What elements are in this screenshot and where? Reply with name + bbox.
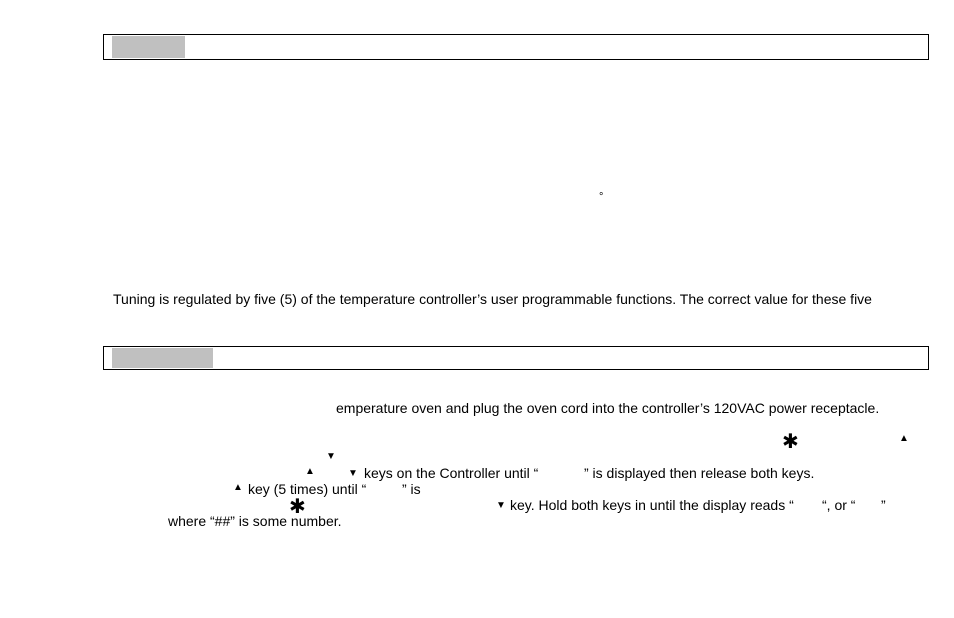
up-arrow-key-icon: ▲	[305, 466, 315, 477]
section-header-1-tag	[112, 36, 185, 58]
intro-paragraph: Tuning is regulated by five (5) of the temperature controller’s user programmable functions. The correct value for these five	[113, 291, 872, 307]
asterisk-key-icon: ✱	[289, 496, 306, 518]
up-arrow-key-icon: ▲	[233, 482, 243, 493]
step-4-is-text: ” is	[402, 481, 421, 497]
step-5-where-text: where “##” is some number.	[168, 513, 342, 529]
section-header-2	[103, 346, 929, 370]
section-header-1	[103, 34, 929, 60]
up-arrow-key-icon: ▲	[899, 433, 909, 444]
step-1-text: emperature oven and plug the oven cord into the controller’s 120VAC power receptacle.	[336, 400, 880, 416]
down-arrow-key-icon: ▼	[348, 468, 358, 479]
degree-symbol-icon: °	[599, 191, 604, 203]
section-header-2-tag	[112, 348, 213, 368]
down-arrow-key-icon: ▼	[496, 500, 506, 511]
step-4-key-text: key (5 times) until “	[248, 481, 367, 497]
asterisk-key-icon: ✱	[782, 431, 799, 453]
step-3-keys-text: keys on the Controller until “	[364, 465, 539, 481]
down-arrow-key-icon: ▼	[326, 451, 336, 462]
step-5-close-quote: ”	[881, 497, 886, 513]
step-3-displayed-text: ” is displayed then release both keys.	[584, 465, 815, 481]
step-5-or-text: “, or “	[822, 497, 856, 513]
step-5-key-text: key. Hold both keys in until the display reads “	[510, 497, 794, 513]
